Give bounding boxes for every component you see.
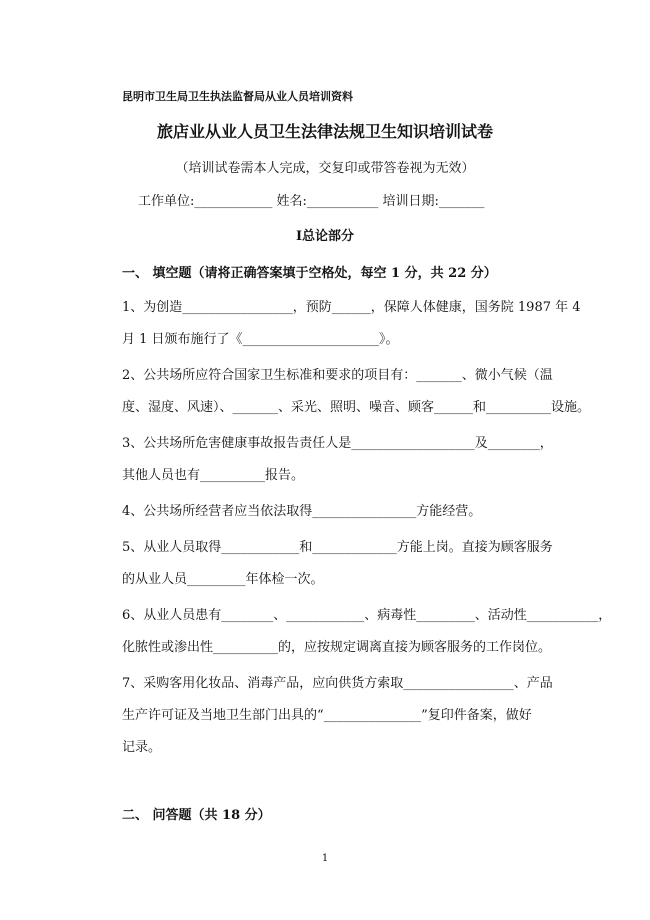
q7-line2: 生产许可证及当地卫生部门出具的“_______________”复印件备案，做好 [122, 708, 532, 723]
q1-line2: 月 1 日颁布施行了《_____________________》。 [122, 332, 399, 347]
page-title: 旅店业从业人员卫生法律法规卫生知识培训试卷 [156, 122, 493, 141]
q3-line1: 3、公共场所危害健康事故报告责任人是___________________及________， [122, 436, 553, 451]
q2-line2: 度、湿度、风速）、_______、采光、照明、噪音、顾客______和__________设施。 [122, 400, 591, 415]
q5-line1: 5、从业人员取得____________和_____________方能上岗。直接为顾客服务 [122, 540, 553, 555]
q3-line2: 其他人员也有__________报告。 [122, 468, 305, 483]
q7-line3: 记录。 [122, 740, 162, 755]
section-title: Ⅰ总论部分 [295, 229, 355, 244]
q5-line2: 的从业人员_________年体检一次。 [122, 572, 324, 587]
q2-line1: 2、公共场所应符合国家卫生标准和要求的项目有：_______、微小气候（温 [122, 368, 553, 383]
q1-line1: 1、为创造_________________，预防______，保障人体健康，国务院 1987 年 4 [122, 300, 581, 315]
subtitle: （培训试卷需本人完成，交复印或带答卷视为无效） [175, 161, 475, 176]
q6-line2: 化脓性或渗出性__________的，应按规定调离直接为顾客服务的工作岗位。 [122, 640, 552, 655]
part1-heading: 一、 填空题（请将正确答案填于空格处，每空 1 分，共 22 分） [122, 266, 497, 281]
info-line: 工作单位:____________ 姓名:___________ 培训日期:_______ [138, 194, 485, 209]
q7-line1: 7、采购客用化妆品、消毒产品，应向供货方索取_________________、产品 [122, 676, 553, 691]
header-note: 昆明市卫生局卫生执法监督局从业人员培训资料 [122, 90, 353, 103]
part2-heading: 二、 问答题（共 18 分） [122, 808, 271, 823]
page-number: 1 [321, 853, 329, 864]
q4-line1: 4、公共场所经营者应当依法取得________________方能经营。 [122, 504, 482, 519]
q6-line1: 6、从业人员患有________、____________、病毒性_________、活动性___________， [122, 608, 612, 623]
